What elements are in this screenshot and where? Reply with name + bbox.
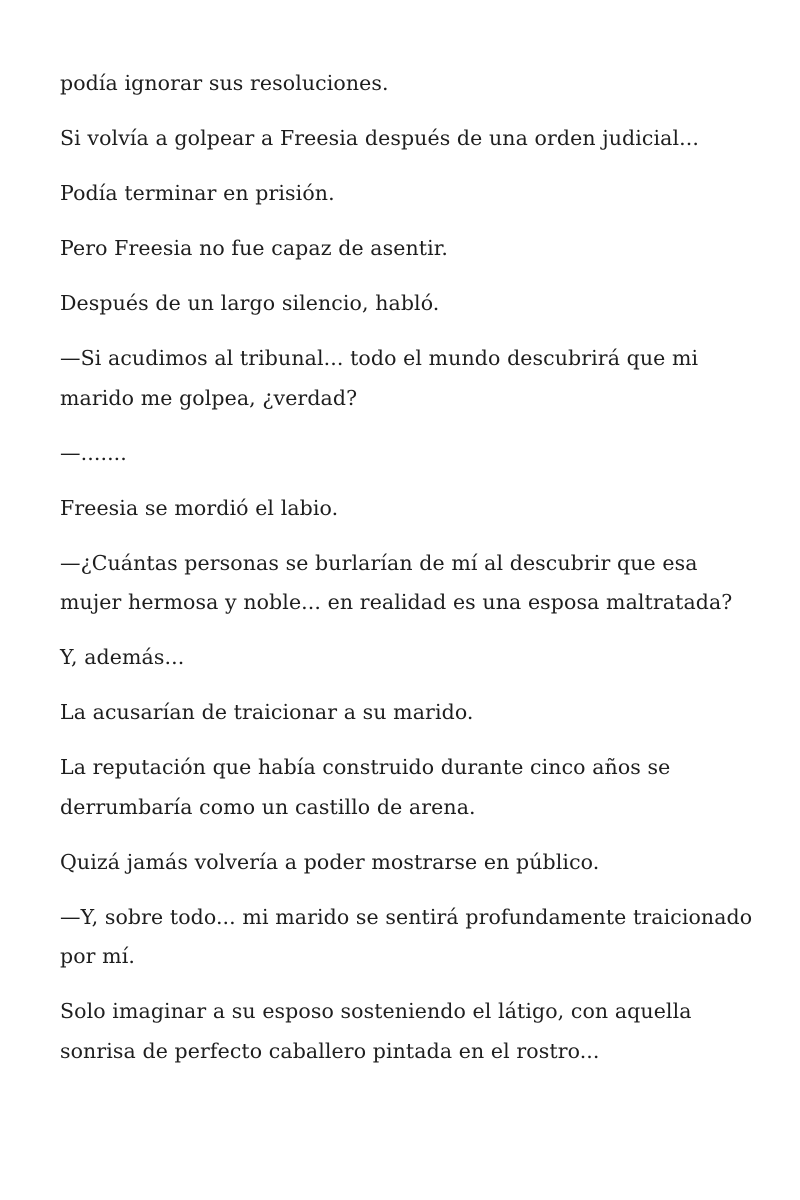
paragraph-4: Pero Freesia no fue capaz de asentir. — [60, 236, 449, 260]
paragraph-15: Solo imaginar a su esposo sosteniendo el látigo, con aquella sonrisa de perfecto caballero pintada en el rostro... — [60, 999, 692, 1063]
paragraph-5: Después de un largo silencio, habló. — [60, 291, 440, 315]
paragraph-6: —Si acudimos al tribunal... todo el mundo descubrirá que mi marido me golpea, ¿verdad? — [60, 346, 699, 410]
paragraph-10: Y, además... — [60, 645, 185, 669]
paragraph-13: Quizá jamás volvería a poder mostrarse en público. — [60, 849, 600, 874]
paragraph-9: —¿Cuántas personas se burlarían de mí al descubrir que esa mujer hermosa y noble... en realidad es una esposa maltratada? — [60, 550, 733, 614]
paragraph-1: podía ignorar sus resoluciones. — [60, 71, 389, 95]
text-column — [60, 64, 760, 1087]
paragraph-7: —....... — [60, 440, 127, 465]
paragraph-11: La acusarían de traicionar a su marido. — [60, 700, 474, 724]
paragraph-14: —Y, sobre todo... mi marido se sentirá profundamente traicionado por mí. — [60, 904, 753, 968]
paragraph-12: La reputación que había construido durante cinco años se derrumbaría como un castillo de arena. — [60, 755, 671, 819]
paragraph-2: Si volvía a golpear a Freesia después de una orden judicial... — [60, 126, 699, 150]
paragraph-8: Freesia se mordió el labio. — [60, 495, 339, 520]
paragraph-3: Podía terminar en prisión. — [60, 181, 335, 205]
